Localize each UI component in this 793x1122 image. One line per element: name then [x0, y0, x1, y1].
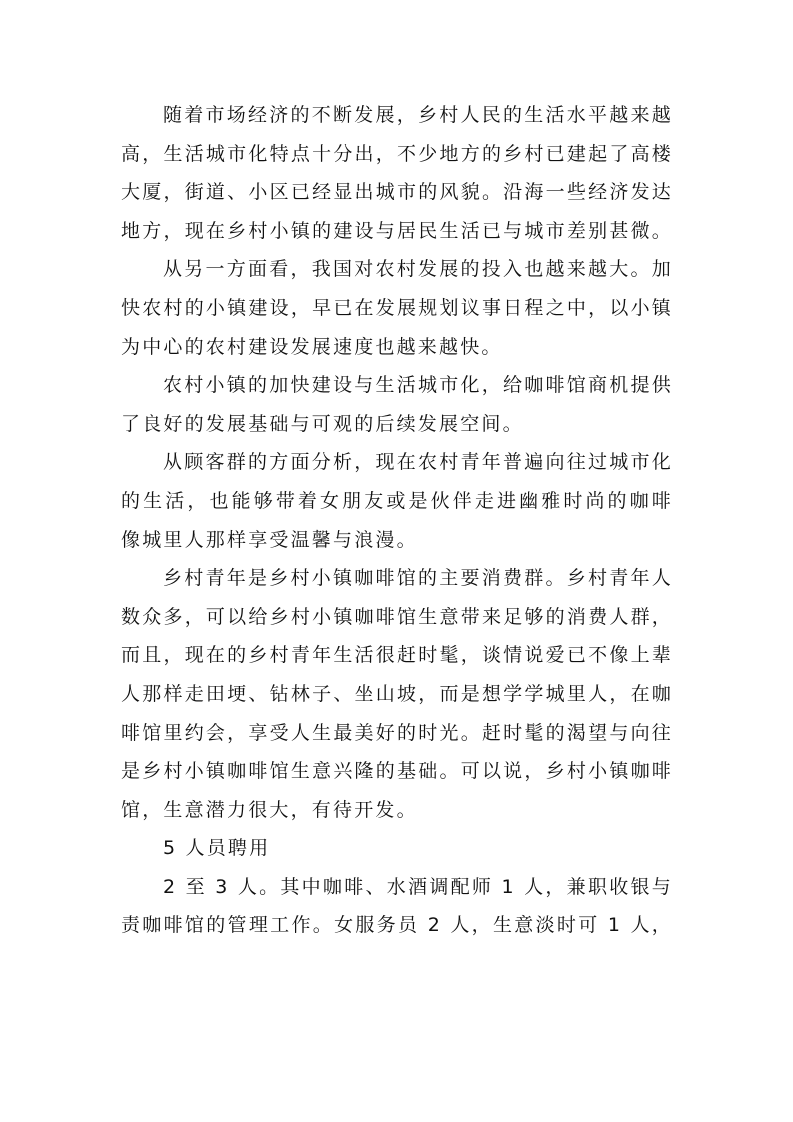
paragraph-line: 是乡村小镇咖啡馆生意兴隆的基础。可以说，乡村小镇咖啡 — [121, 760, 673, 783]
paragraph-line: 人那样走田埂、钻林子、坐山坡，而是想学学城里人，在咖 — [121, 682, 673, 705]
paragraph-line: 乡村青年是乡村小镇咖啡馆的主要消费群。乡村青年人 — [163, 567, 673, 590]
paragraph-line: 啡馆里约会，享受人生最美好的时光。赶时髦的渴望与向往 — [121, 721, 673, 744]
paragraph-line: 高，生活城市化特点十分出，不少地方的乡村已建起了高楼 — [121, 142, 673, 165]
paragraph-line: 责咖啡馆的管理工作。女服务员 2 人，生意淡时可 1 人， — [121, 914, 673, 937]
paragraph-line: 数众多，可以给乡村小镇咖啡馆生意带来足够的消费人群， — [121, 605, 673, 628]
paragraph-line: 快农村的小镇建设，早已在发展规划议事日程之中，以小镇 — [121, 296, 673, 319]
paragraph-line: 地方，现在乡村小镇的建设与居民生活已与城市差别甚微。 — [121, 219, 673, 242]
paragraph-line: 随着市场经济的不断发展，乡村人民的生活水平越来越 — [163, 104, 673, 126]
paragraph-line: 的生活，也能够带着女朋友或是伙伴走进幽雅时尚的咖啡 — [121, 489, 673, 512]
paragraph-line: 为中心的农村建设发展速度也越来越快。 — [121, 335, 503, 358]
paragraph-line: 从另一方面看，我国对农村发展的投入也越来越大。加 — [163, 258, 673, 281]
paragraph-line: 馆，生意潜力很大，有待开发。 — [121, 798, 418, 821]
paragraph-line: 像城里人那样享受温馨与浪漫。 — [121, 528, 418, 551]
body-text — [121, 96, 673, 945]
paragraph-line: 农村小镇的加快建设与生活城市化，给咖啡馆商机提供 — [163, 374, 673, 397]
paragraph-line: 大厦，街道、小区已经显出城市的风貌。沿海一些经济发达 — [121, 181, 673, 204]
paragraph-line: 了良好的发展基础与可观的后续发展空间。 — [121, 412, 524, 435]
paragraph-line: 从顾客群的方面分析，现在农村青年普遍向往过城市化 — [163, 451, 673, 474]
paragraph-line: 而且，现在的乡村青年生活很赶时髦，谈情说爱已不像上辈 — [121, 644, 673, 667]
paragraph-line: 2 至 3 人。其中咖啡、水酒调配师 1 人，兼职收银与 — [163, 875, 673, 898]
section-heading: 5 人员聘用 — [163, 837, 271, 860]
